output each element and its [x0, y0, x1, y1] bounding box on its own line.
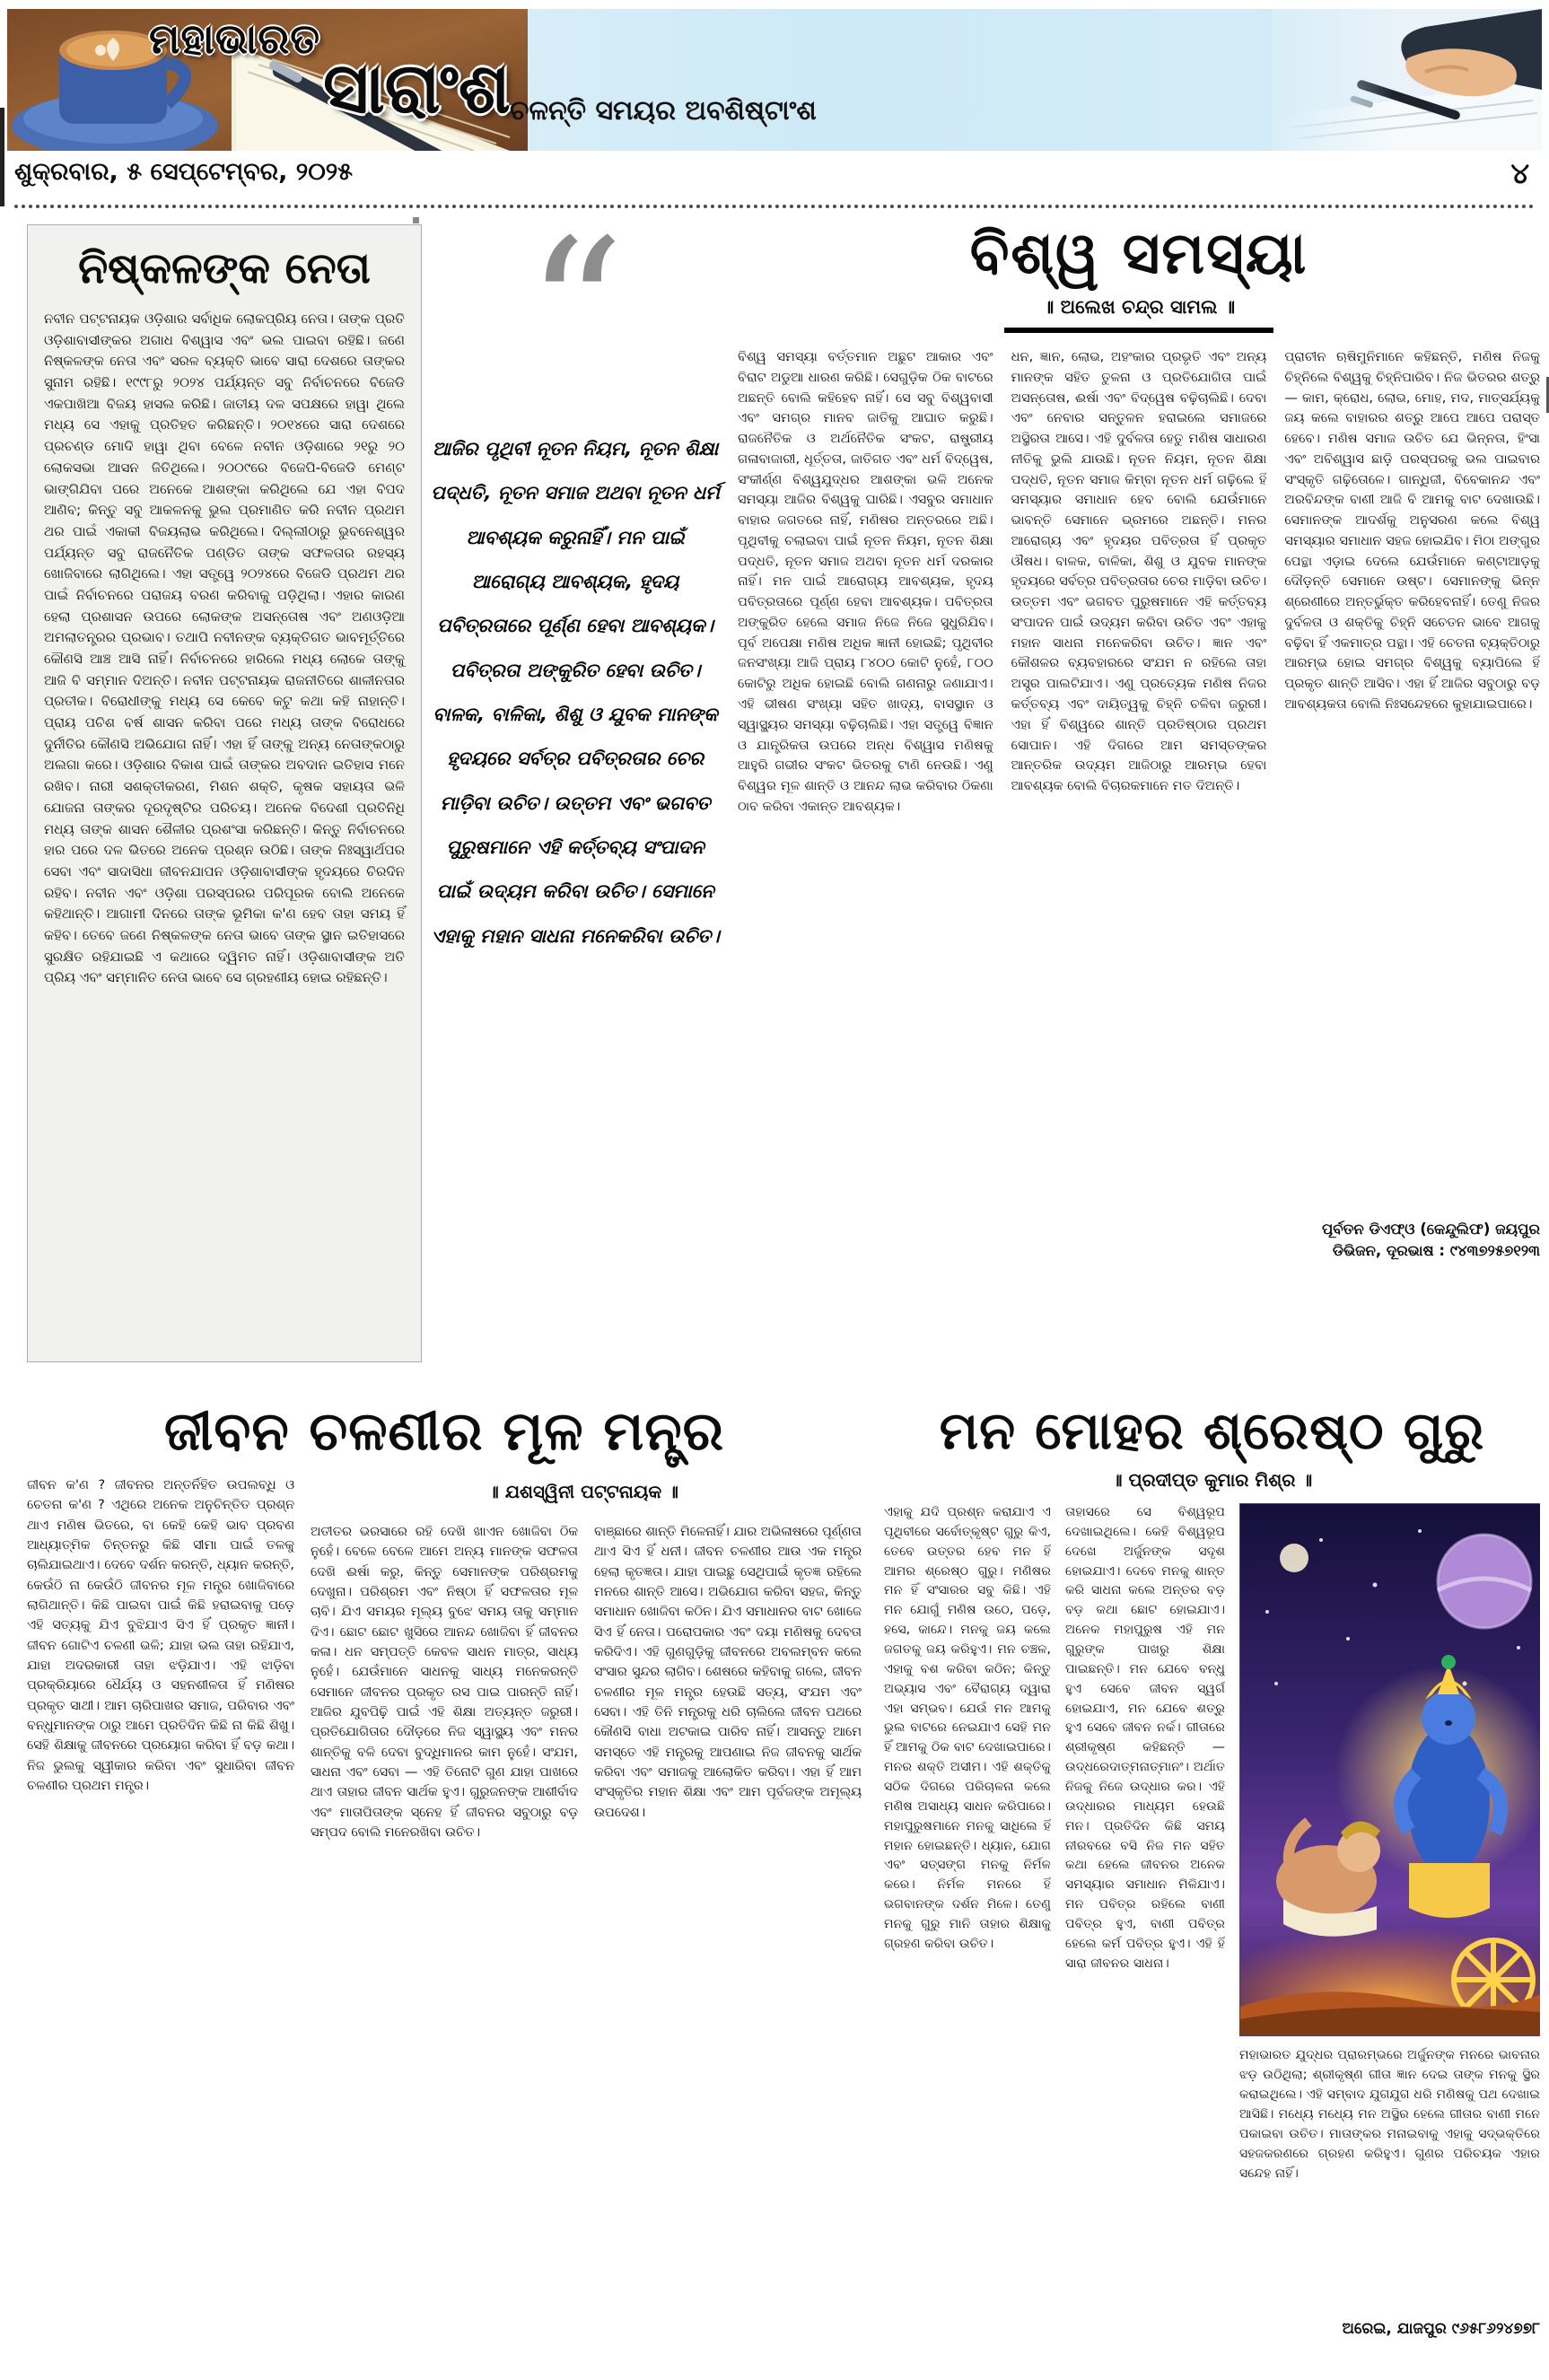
- article-byline: ॥ ଅଲେଖ ଚନ୍ଦ୍ର ସାମଲ ॥: [1042, 296, 1236, 318]
- dateline-row: [14, 158, 1535, 196]
- scan-edge-mark: [0, 108, 4, 206]
- author-credit-line2: ଡିଭିଜନ, ଦୂରଭାଷ : ୯୪୩୭୨୫୭୧୨୩: [1332, 1242, 1540, 1260]
- article-mana-mohara: [884, 1400, 1540, 2371]
- hand-writing-photo: [1273, 9, 1542, 151]
- pull-quote-text: ଆଜିର ପୃଥିବୀ ନୂତନ ନିୟମ, ନୂତନ ଶିକ୍ଷା ପଦ୍ଧତି, ନୂତନ ସମାଜ ଅଥବା ନୂତନ ଧର୍ମ ଆବଶ୍ୟକ କରୁନାହିଁ। ମନ ପାଇଁ ଆରୋଗ୍ୟ ଆବଶ୍ୟକ, ହୃଦୟ ପବିତ୍ରତାରେ ପୂର୍ଣ୍ଣ ହେବା ଆବଶ୍ୟକ। ପବିତ୍ରତା ଅଙ୍କୁରିତ ହେବା ଉଚିତ। ବାଳକ, ବାଳିକା, ଶିଶୁ ଓ ଯୁବକ ମାନଙ୍କ ହୃଦୟରେ ସର୍ବତ୍ର ପବିତ୍ରତାର ଚେର ମାଡ଼ିବା ଉଚିତ। ଉତ୍ତମ ଏବଂ ଭଗବତ ପୁରୁଷମାନେ ଏହି କର୍ତ୍ତବ୍ୟ ସଂପାଦନ ପାଇଁ ଉଦ୍ୟମ କରିବା ଉଚିତ। ସେମାନେ ଏହାକୁ ମହାନ ସାଧନା ମନେକରିବା ଉଚିତ।: [431, 438, 720, 947]
- pull-quote-block: [431, 197, 720, 958]
- krishna-arjuna-gita-image: [1239, 1503, 1540, 2036]
- masthead-subtitle: ଚଳନ୍ତି ସମୟର ଅବଶିଷ୍ଟାଂଶ: [510, 95, 817, 127]
- masthead-top-title: ମହାଭାରତ: [149, 14, 321, 63]
- article-columns: [27, 1475, 862, 2350]
- article-headline: ବିଶ୍ୱ ସମସ୍ୟା: [969, 221, 1308, 287]
- article-headline: ମନ ମୋହର ଶ୍ରେଷ୍ଠ ଗୁରୁ: [939, 1400, 1485, 1461]
- text-column-3: [1284, 347, 1540, 1263]
- header-divider: [14, 205, 1535, 208]
- article-nishkalanka-neta: [27, 224, 422, 1362]
- image-caption-text: ମହାଭାରତ ଯୁଦ୍ଧର ପ୍ରାରମ୍ଭରେ ଅର୍ଜୁନଙ୍କ ମନରେ ଭାବନାର ଝଡ଼ ଉଠିଥିଲା; ଶ୍ରୀକୃଷ୍ଣ ଗୀତା ଜ୍ଞାନ ଦେଇ ତାଙ୍କ ମନକୁ ସ୍ଥିର କରାଇଥିଲେ। ଏହି ସମ୍ବାଦ ଯୁଗଯୁଗ ଧରି ମଣିଷକୁ ପଥ ଦେଖାଇ ଆସିଛି। ମଧ୍ୟେ ମଧ୍ୟେ ମନ ଅସ୍ଥିର ହେଲେ ଗୀତାର ବାଣୀ ମନେ ପକାଇବା ଉଚିତ। ମାତାଙ୍କର ମନାଇବାକୁ ଏହାକୁ ସଦ୍‌ଭକ୍ତିରେ ସହଜକରଣରେ ଗ୍ରହଣ କରିହୁଏ। ଗୁଣର ପରିଚୟକ ଏହାର ସନ୍ଦେହ ନାହିଁ।: [1239, 2048, 1540, 2181]
- article-columns: [884, 1503, 1540, 2338]
- text-column-1: ଜୀବନ କ'ଣ ? ଜୀବନର ଅନ୍ତର୍ନିହିତ ଉପଲବ୍ଧି ଓ ଚେତନା କ'ଣ ? ଏଥିରେ ଅନେକ ଅନୁଚିନ୍ତିତ ପ୍ରଶ୍ନ ଥାଏ ମଣିଷ ଭିତରେ, ବା କେହି କେହି ଭାବ ପ୍ରବଣ ଆଧ୍ୟାତ୍ମିକ ଚିନ୍ତନରୁ କିଛି ସୀମା ପାଇଁ ତଳକୁ ଚାଲିଯାଇଥାଏ। ଦେବେ ଦର୍ଶନ କରନ୍ତି, ଧ୍ୟାନ କରନ୍ତି, କେଉଁଠି ନା କେଉଁଠି ଜୀବନର ମୂଳ ମନ୍ତ୍ର ଖୋଜିବାରେ ଲାଗିଥାନ୍ତି। କିଛି ପାଇବା ପାଇଁ କିଛି ହରାଇବାକୁ ପଡ଼େ ଏହି ସତ୍ୟକୁ ଯିଏ ବୁଝିଯାଏ ସିଏ ହିଁ ପ୍ରକୃତ ଜ୍ଞାନୀ। ଜୀବନ ଗୋଟିଏ ଚଳଣୀ ଭଳି; ଯାହା ଭଲ ତାହା ରହିଯାଏ, ଯାହା ଅଦରକାରୀ ତାହା ଝଡ଼ିଯାଏ। ଏହି ଝାଡ଼ିବା ପ୍ରକ୍ରିୟାରେ ଧୈର୍ଯ୍ୟ ଓ ସହନଶୀଳତା ହିଁ ମଣିଷର ପ୍ରକୃତ ସାଥୀ। ଆମ ଚାରିପାଖର ସମାଜ, ପରିବାର ଏବଂ ବନ୍ଧୁମାନଙ୍କ ଠାରୁ ଆମେ ପ୍ରତିଦିନ କିଛି ନା କିଛି ଶିଖୁ। ସେହି ଶିକ୍ଷାକୁ ଜୀବନରେ ପ୍ରୟୋଗ କରିବା ହିଁ ବଡ଼ କଥା। ନିଜ ଭୁଲକୁ ସ୍ୱୀକାର କରିବା ଏବଂ ସୁଧାରିବା ଜୀବନ ଚଳଣୀର ପ୍ରଥମ ମନ୍ତ୍ର।: [27, 1478, 294, 1793]
- article-columns: [738, 347, 1540, 1263]
- article-byline: ॥ ପ୍ରଦୀପ୍ତ କୁମାର ମିଶ୍ର ॥: [1111, 1469, 1313, 1491]
- byline-underline: [1004, 328, 1273, 333]
- article-jeebana-chalani: [27, 1400, 862, 2367]
- author-credit-line1: ପୂର୍ବତନ ଡିଏଫ୍ଓ (କେନ୍ଦୁଲିଫ) ଜୟପୁର: [1321, 1220, 1540, 1238]
- text-column-2: ଧନ, ଜ୍ଞାନ, ଲୋଭ, ଅହଂକାର ପ୍ରଭୃତି ଏବଂ ଅନ୍ୟ ମାନଙ୍କ ସହିତ ତୁଳନା ଓ ପ୍ରତିଯୋଗିତା ପାଇଁ ଅସନ୍ତୋଷ, ଈର୍ଷା ଏବଂ ବିଦ୍ୱେଷ ବଢ଼ିଚାଲିଛି। ଦେବା ଏବଂ ନେବାର ସନ୍ତୁଳନ ହରାଇଲେ ସମାଜରେ ଅସ୍ଥିରତା ଆସେ। ଏହି ଦୁର୍ବଳତା ହେତୁ ମଣିଷ ସାଧାରଣ ନୀତିକୁ ଭୁଲି ଯାଉଛି। ନୂତନ ନିୟମ, ନୂତନ ଶିକ୍ଷା ପଦ୍ଧତି, ନୂତନ ସମାଜ କିମ୍ବା ନୂତନ ଧର୍ମ ଗଢ଼ିଲେ ହିଁ ସମସ୍ୟାର ସମାଧାନ ହେବ ବୋଲି ଯେଉଁମାନେ ଭାବନ୍ତି ସେମାନେ ଭ୍ରମରେ ଅଛନ୍ତି। ମନର ଆରୋଗ୍ୟ ଏବଂ ହୃଦୟର ପବିତ୍ରତା ହିଁ ପ୍ରକୃତ ଔଷଧ। ବାଳକ, ବାଳିକା, ଶିଶୁ ଓ ଯୁବକ ମାନଙ୍କ ହୃଦୟରେ ସର୍ବତ୍ର ପବିତ୍ରତାର ଚେର ମାଡ଼ିବା ଉଚିତ। ଉତ୍ତମ ଏବଂ ଭଗବତ ପୁରୁଷମାନେ ଏହି କର୍ତ୍ତବ୍ୟ ସଂପାଦନ ପାଇଁ ଉଦ୍ୟମ କରିବା ଉଚିତ ଏବଂ ଏହାକୁ ମହାନ ସାଧନା ମନେକରିବା ଉଚିତ। ଜ୍ଞାନ ଏବଂ କୌଶଳର ବ୍ୟବହାରରେ ସଂଯମ ନ ରହିଲେ ତାହା ଅସ୍ତ୍ର ପାଲଟିଯାଏ। ଏଣୁ ପ୍ରତ୍ୟେକ ମଣିଷ ନିଜର କର୍ତ୍ତବ୍ୟ ଏବଂ ଦାୟିତ୍ୱକୁ ଚିହ୍ନି ଚଳିବା ଜରୁରୀ। ଏହା ହିଁ ବିଶ୍ୱରେ ଶାନ୍ତି ପ୍ରତିଷ୍ଠାର ପ୍ରଥମ ସୋପାନ। ଏହି ଦିଗରେ ଆମ ସମସ୍ତଙ୍କର ଆନ୍ତରିକ ଉଦ୍ୟମ ଆଜିଠାରୁ ଆରମ୍ଭ ହେବା ଆବଶ୍ୟକ ବୋଲି ବିଚାରକମାନେ ମତ ଦିଅନ୍ତି।: [1011, 349, 1267, 794]
- article-headline: ଜୀବନ ଚଳଣୀର ମୂଳ ମନ୍ତ୍ର: [163, 1400, 725, 1463]
- article-body-area: [27, 1475, 862, 2350]
- author-credit: [1284, 1219, 1540, 1264]
- masthead-title: ସାରାଂଶ: [323, 48, 511, 129]
- article-byline: ॥ ଯଶସ୍ୱିନୀ ପଟ୍ଟନାୟକ ॥: [488, 1481, 678, 1502]
- author-credit: ଅରେଇ, ଯାଜପୁର ୯୬୫୮୬୨୪୭୭୮: [1342, 2320, 1540, 2338]
- quote-icon: “: [526, 197, 625, 423]
- edition-date: ଶୁକ୍ରବାର, ୫ ସେପ୍ଟେମ୍ବର, ୨୦୨୫: [14, 158, 354, 186]
- text-column-1: ବିଶ୍ୱ ସମସ୍ୟା ବର୍ତ୍ତମାନ ଅଛୁଟ ଆକାର ଏବଂ ବିରାଟ ଅଡୁଆ ଧାରଣ କରିଛି। ସେଗୁଡ଼ିକ ଠିକ ବାଟରେ ଅଛନ୍ତି ବୋଲି କହିହେବ ନାହିଁ। ସେ ସବୁ ବିଶ୍ୱବାସୀ ଏବଂ ସମଗ୍ର ମାନବ ଜାତିକୁ ଆଘାତ କରୁଛି। ରାଜନୈତିକ ଓ ଅର୍ଥନୈତିକ ସଂକଟ, ରାଷ୍ଟ୍ରୀୟ ଗଳାବାଜାରୀ, ଧୂର୍ତ୍ତତା, ଜାତିଗତ ଏବଂ ଧର୍ମ ବିଦ୍ୱେଷ, ସଂକୀର୍ଣ୍ଣ ବିଶ୍ୱଯୁଦ୍ଧର ଆଶଙ୍କା ଭଳି ଅନେକ ସମସ୍ୟା ଆଜିର ବିଶ୍ୱକୁ ଘାରିଛି। ଏସବୁର ସମାଧାନ ବାହାର ଜଗତରେ ନାହିଁ, ମଣିଷର ଅନ୍ତରରେ ଅଛି। ପୃଥିବୀକୁ ଚଲାଇବା ପାଇଁ ନୂତନ ନିୟମ, ନୂତନ ଶିକ୍ଷା ପଦ୍ଧତି, ନୂତନ ସମାଜ ଅଥବା ନୂତନ ଧର୍ମ ଦରକାର ନାହିଁ। ମନ ପାଇଁ ଆରୋଗ୍ୟ ଆବଶ୍ୟକ, ହୃଦୟ ପବିତ୍ରତାରେ ପୂର୍ଣ୍ଣ ହେବା ଆବଶ୍ୟକ। ପବିତ୍ରତା ଅଙ୍କୁରିତ ହେଲେ ସମାଜ ନିଜେ ନିଜେ ସୁଧୁରିଯିବ। ପୂର୍ବ ଅପେକ୍ଷା ମଣିଷ ଅଧିକ ଜ୍ଞାନୀ ହୋଇଛି; ପୃଥିବୀର ଜନସଂଖ୍ୟା ଆଜି ପ୍ରାୟ ୮୪୦୦ କୋଟି ନୁହେଁ, ୮୦୦ କୋଟିରୁ ଅଧିକ ହୋଇଛି ବୋଲି ଗଣନାରୁ ଜଣାଯାଏ। ଏହି ଭୀଷଣ ସଂଖ୍ୟା ସହିତ ଖାଦ୍ୟ, ବାସସ୍ଥାନ ଓ ସ୍ୱାସ୍ଥ୍ୟର ସମସ୍ୟା ବଢ଼ିଚାଲିଛି। ଏହା ସତ୍ତ୍ୱେ ବିଜ୍ଞାନ ଓ ଯାନ୍ତ୍ରିକତା ଉପରେ ଅନ୍ଧ ବିଶ୍ୱାସ ମଣିଷକୁ ଆହୁରି ଗଭୀର ସଂକଟ ଭିତରକୁ ଟାଣି ନେଉଛି। ଏଣୁ ବିଶ୍ୱର ମୂଳ ଶାନ୍ତି ଓ ଆନନ୍ଦ ଲାଭ କରିବାର ଠିକଣା ଠାବ କରିବା ଏକାନ୍ତ ଆବଶ୍ୟକ।: [738, 349, 993, 814]
- text-column-3: ବାଞ୍ଛାରେ ଶାନ୍ତି ମିଳେନାହିଁ। ଯାର ଅଭିଳାଷରେ ପୂର୍ଣ୍ଣତା ଥାଏ ସିଏ ହିଁ ଧନୀ। ଜୀବନ ଚଳଣୀର ଆଉ ଏକ ମନ୍ତ୍ର ହେଲା କୃତଜ୍ଞତା। ଯାହା ପାଇଛୁ ସେଥିପାଇଁ କୃତଜ୍ଞ ରହିଲେ ମନରେ ଶାନ୍ତି ଆସେ। ଅଭିଯୋଗ କରିବା ସହଜ, କିନ୍ତୁ ସମାଧାନ ଖୋଜିବା କଠିନ। ଯିଏ ସମାଧାନର ବାଟ ଖୋଜେ ସିଏ ହିଁ ନେତା। ପରୋପକାର ଏବଂ ଦୟା ମଣିଷକୁ ଦେବତା କରିଦିଏ। ଏହି ଗୁଣଗୁଡ଼ିକୁ ଜୀବନରେ ଅବଲମ୍ବନ କଲେ ସଂସାର ସୁନ୍ଦର ଲାଗିବ। ଶେଷରେ କହିବାକୁ ଗଲେ, ଜୀବନ ଚଳଣୀର ମୂଳ ମନ୍ତ୍ର ହେଉଛି ସତ୍ୟ, ସଂଯମ ଏବଂ ସେବା। ଏହି ତିନି ମନ୍ତ୍ରକୁ ଧରି ଚାଲିଲେ ଜୀବନ ପଥରେ କୌଣସି ବାଧା ଅଟକାଇ ପାରିବ ନାହିଁ। ଆସନ୍ତୁ ଆମେ ସମସ୍ତେ ଏହି ମନ୍ତ୍ରକୁ ଆପଣାଇ ନିଜ ଜୀବନକୁ ସାର୍ଥକ କରିବା ଏବଂ ସମାଜକୁ ଆଲୋକିତ କରିବା। ଏହା ହିଁ ଆମ ସଂସ୍କୃତିର ମହାନ ଶିକ୍ଷା ଏବଂ ଆମ ପୂର୍ବଜଙ୍କ ଅମୂଲ୍ୟ ଉପଦେଶ।: [594, 1525, 862, 1820]
- text-column-2: ଅତୀତର ଭରସାରେ ରହି ଦେଖି ଖାଏନ ଖୋଜିବା ଠିକ ନୁହେଁ। ବେଳେ ବେଳେ ଆମେ ଅନ୍ୟ ମାନଙ୍କ ସଫଳତା ଦେଖି ଈର୍ଷା କରୁ, କିନ୍ତୁ ସେମାନଙ୍କ ପରିଶ୍ରମକୁ ଦେଖୁନା। ପରିଶ୍ରମ ଏବଂ ନିଷ୍ଠା ହିଁ ସଫଳତାର ମୂଳ ଚାବି। ଯିଏ ସମୟର ମୂଲ୍ୟ ବୁଝେ ସମୟ ତାକୁ ସମ୍ମାନ ଦିଏ। ଛୋଟ ଛୋଟ ଖୁସିରେ ଆନନ୍ଦ ଖୋଜିବା ହିଁ ଜୀବନର କଳା। ଧନ ସମ୍ପତ୍ତି କେବଳ ସାଧନ ମାତ୍ର, ସାଧ୍ୟ ନୁହେଁ। ଯେଉଁମାନେ ସାଧନକୁ ସାଧ୍ୟ ମନେକରନ୍ତି ସେମାନେ ଜୀବନର ପ୍ରକୃତ ରସ ପାଇ ପାରନ୍ତି ନାହିଁ। ଆଜିର ଯୁବପିଢ଼ି ପାଇଁ ଏହି ଶିକ୍ଷା ଅତ୍ୟନ୍ତ ଜରୁରୀ। ପ୍ରତିଯୋଗିତାର ଦୌଡ଼ରେ ନିଜ ସ୍ୱାସ୍ଥ୍ୟ ଏବଂ ମନର ଶାନ୍ତିକୁ ବଳି ଦେବା ବୁଦ୍ଧିମାନର କାମ ନୁହେଁ। ସଂଯମ, ସାଧନା ଏବଂ ସେବା — ଏହି ତିନୋଟି ଗୁଣ ଯାହା ପାଖରେ ଥାଏ ତାହାର ଜୀବନ ସାର୍ଥକ ହୁଏ। ଗୁରୁଜନଙ୍କ ଆଶୀର୍ବାଦ ଏବଂ ମାତାପିତାଙ୍କ ସ୍ନେହ ହିଁ ଜୀବନର ସବୁଠାରୁ ବଡ଼ ସମ୍ପଦ ବୋଲି ମନେରଖିବା ଉଚିତ।: [311, 1525, 578, 1840]
- image-column: [1239, 1503, 1540, 2338]
- print-registration-mark: [413, 217, 419, 223]
- column-text: ପ୍ରାଚୀନ ଋଷିମୁନିମାନେ କହିଛନ୍ତି, ମଣିଷ ନିଜକୁ ଚିହ୍ନିଲେ ବିଶ୍ୱକୁ ଚିହ୍ନିପାରିବ। ନିଜ ଭିତରର ଶତ୍ରୁ — କାମ, କ୍ରୋଧ, ଲୋଭ, ମୋହ, ମଦ, ମାତ୍ସର୍ଯ୍ୟକୁ ଜୟ କଲେ ବାହାରର ଶତ୍ରୁ ଆପେ ଆପେ ପରାସ୍ତ ହେବେ। ମଣିଷ ସମାଜ ଉଚିତ ଯେ ଭିନ୍ନତା, ହିଂସା ଏବଂ ଅବିଶ୍ୱାସ ଛାଡ଼ି ପରସ୍ପରକୁ ଭଲ ପାଇବାର ସଂସ୍କୃତି ଗଢ଼ିତୋଳେ। ଗାନ୍ଧିଜୀ, ବିବେକାନନ୍ଦ ଏବଂ ଅରବିନ୍ଦଙ୍କ ବାଣୀ ଆଜି ବି ଆମକୁ ବାଟ ଦେଖାଉଛି। ସେମାନଙ୍କ ଆଦର୍ଶକୁ ଅନୁସରଣ କଲେ ବିଶ୍ୱ ସମସ୍ୟାର ସମାଧାନ ସହଜ ହୋଇଯିବ। ମିଠା ଅଙ୍ଗୁର ପେନ୍ଥା ଏଡ଼ାଇ ଦେଲେ ଯେଉଁମାନେ କଣ୍ଟାଆଡ଼କୁ ଦୌଡ଼ନ୍ତି ସେମାନେ ଉଷ୍ଟ। ସେମାନଙ୍କୁ ଭିନ୍ନ ଶ୍ରେଣୀରେ ଅନ୍ତର୍ଭୁକ୍ତ କରିହେବନାହିଁ। ତେଣୁ ନିଜର ଦୁର୍ବଳତା ଓ ଶକ୍ତିକୁ ଚିହ୍ନି ସଚେତନ ଭାବେ ଆଗକୁ ବଢ଼ିବା ହିଁ ଏକମାତ୍ର ପନ୍ଥା। ଏହି ଚେତନା ବ୍ୟକ୍ତିଠାରୁ ଆରମ୍ଭ ହୋଇ ସମଗ୍ର ବିଶ୍ୱକୁ ବ୍ୟାପିଲେ ହିଁ ପ୍ରକୃତ ଶାନ୍ତି ଆସିବ। ଏହା ହିଁ ଆଜିର ସବୁଠାରୁ ବଡ଼ ଆବଶ୍ୟକତା ବୋଲି ନିଃସନ୍ଦେହରେ କୁହାଯାଇପାରେ।: [1284, 349, 1540, 713]
- article-body: ନବୀନ ପଟ୍ଟନାୟକ ଓଡ଼ିଶାର ସର୍ବାଧିକ ଲୋକପ୍ରିୟ ନେତା। ତାଙ୍କ ପ୍ରତି ଓଡ଼ିଶାବାସୀଙ୍କର ଅଗାଧ ବିଶ୍ୱାସ ଏବଂ ଭଲ ପାଇବା ରହିଛି। ଜଣେ ନିଷ୍କଳଙ୍କ ନେତା ଏବଂ ସରଳ ବ୍ୟକ୍ତି ଭାବେ ସାରା ଦେଶରେ ତାଙ୍କର ସୁନାମ ରହିଛି। ୧୯୯୮ରୁ ୨୦୨୪ ପର୍ଯ୍ୟନ୍ତ ସବୁ ନିର୍ବାଚନରେ ବିଜେଡି ଏକପାଖିଆ ବିଜୟ ହାସଲ କରିଛି। ଜାତୀୟ ଦଳ ସପକ୍ଷରେ ହାୱା ଥିଲେ ମଧ୍ୟ ସେ ଏହାକୁ ପ୍ରତିହତ କରିଛନ୍ତି। ୨୦୧୪ରେ ସାରା ଦେଶରେ ପ୍ରଚଣ୍ଡ ମୋଦି ହାୱା ଥିବା ବେଳେ ନବୀନ ଓଡ଼ିଶାରେ ୨୧ରୁ ୨୦ ଲୋକସଭା ଆସନ ଜିତିଥିଲେ। ୨୦୦୯ରେ ବିଜେପି-ବିଜେଡି ମେଣ୍ଟ ଭାଙ୍ଗିଯିବା ପରେ ଅନେକେ ଆଶଙ୍କା କରିଥିଲେ ଯେ ଏହା ବିପଦ ଆଣିବ; କିନ୍ତୁ ସବୁ ଆକଳନକୁ ଭୁଲ ପ୍ରମାଣିତ କରି ନବୀନ ପ୍ରଥମ ଥର ପାଇଁ ଏକାକୀ ବିଜୟଲାଭ କରିଥିଲେ। ଦିଲ୍ଲୀଠାରୁ ଭୁବନେଶ୍ୱର ପର୍ଯ୍ୟନ୍ତ ସବୁ ରାଜନୈତିକ ପଣ୍ଡିତ ତାଙ୍କ ସଫଳତାର ରହସ୍ୟ ଖୋଜିବାରେ ଲାଗିଥିଲେ। ଏହା ସତ୍ତ୍ୱେ ୨୦୨୪ରେ ବିଜେଡି ପ୍ରଥମ ଥର ପାଇଁ ନିର୍ବାଚନରେ ପରାଜୟ ବରଣ କରିବାକୁ ପଡ଼ିଥିଲା। ଏହାର କାରଣ ହେଲା ପ୍ରଶାସନ ଉପରେ ଲୋକଙ୍କ ଅସନ୍ତୋଷ ଏବଂ ଅଣଓଡ଼ିଆ ଅମଲାତନ୍ତ୍ରର ପ୍ରଭାବ। ତଥାପି ନବୀନଙ୍କ ବ୍ୟକ୍ତିଗତ ଭାବମୂର୍ତ୍ତିରେ କୌଣସି ଆଞ୍ଚ ଆସି ନାହିଁ। ନିର୍ବାଚନରେ ହାରିଲେ ମଧ୍ୟ ଲୋକେ ତାଙ୍କୁ ଆଜି ବି ସମ୍ମାନ ଦିଅନ୍ତି। ନବୀନ ପଟ୍ଟନାୟକ ରାଜନୀତିରେ ଶାଳୀନତାର ପ୍ରତୀକ। ବିରୋଧୀଙ୍କୁ ମଧ୍ୟ ସେ କେବେ କଟୁ କଥା କହି ନାହାନ୍ତି। ପ୍ରାୟ ପଚିଶ ବର୍ଷ ଶାସନ କରିବା ପରେ ମଧ୍ୟ ତାଙ୍କ ବିରୋଧରେ ଦୁର୍ନୀତିର କୌଣସି ଅଭିଯୋଗ ନାହିଁ। ଏହା ହିଁ ତାଙ୍କୁ ଅନ୍ୟ ନେତାଙ୍କଠାରୁ ଅଲଗା କରେ। ଓଡ଼ିଶାର ବିକାଶ ପାଇଁ ତାଙ୍କର ଅବଦାନ ଇତିହାସ ମନେ ରଖିବ। ନାରୀ ସଶକ୍ତୀକରଣ, ମିଶନ ଶକ୍ତି, କୃଷକ ସହାୟତା ଭଳି ଯୋଜନା ତାଙ୍କର ଦୂରଦୃଷ୍ଟିର ପରିଚୟ। ଅନେକ ବିଦେଶୀ ପ୍ରତିନିଧି ମଧ୍ୟ ତାଙ୍କ ଶାସନ ଶୈଳୀର ପ୍ରଶଂସା କରିଛନ୍ତି। କିନ୍ତୁ ନିର୍ବାଚନରେ ହାର ପରେ ଦଳ ଭିତରେ ଅନେକ ପ୍ରଶ୍ନ ଉଠିଛି। ତାଙ୍କ ନିଃସ୍ୱାର୍ଥପର ସେବା ଏବଂ ସାଦାସିଧା ଜୀବନଯାପନ ଓଡ଼ିଶାବାସୀଙ୍କ ହୃଦୟରେ ଚିରଦିନ ରହିବ। ନବୀନ ଏବଂ ଓଡ଼ିଶା ପରସ୍ପରର ପରିପୂରକ ବୋଲି ଅନେକେ କହିଥାନ୍ତି। ଆଗାମୀ ଦିନରେ ତାଙ୍କ ଭୂମିକା କ'ଣ ହେବ ତାହା ସମୟ ହିଁ କହିବ। ତେବେ ଜଣେ ନିଷ୍କଳଙ୍କ ନେତା ଭାବେ ତାଙ୍କ ସ୍ଥାନ ଇତିହାସରେ ସୁରକ୍ଷିତ ରହିଯାଇଛି ଏ କଥାରେ ଦ୍ୱିମତ ନାହିଁ। ଓଡ଼ିଶାବାସୀଙ୍କ ଅତି ପ୍ରିୟ ଏବଂ ସମ୍ମାନିତ ନେତା ଭାବେ ସେ ଗ୍ରହଣୀୟ ହୋଇ ରହିଛନ୍ତି।: [44, 311, 405, 986]
- article-headline: ନିଷ୍କଳଙ୍କ ନେତା: [78, 243, 371, 293]
- masthead-banner: [7, 9, 1542, 151]
- text-column-1: ଏହାକୁ ଯଦି ପ୍ରଶ୍ନ କରାଯାଏ ଏ ପୃଥିବୀରେ ସର୍ବୋତ୍କୃଷ୍ଟ ଗୁରୁ କିଏ, ତେବେ ଉତ୍ତର ହେବ ମନ ହିଁ ଆମର ଶ୍ରେଷ୍ଠ ଗୁରୁ। ମଣିଷର ମନ ହିଁ ସଂସାରର ସବୁ କିଛି। ଏହି ମନ ଯୋଗୁଁ ମଣିଷ ଉଠେ, ପଡ଼େ, ହସେ, କାନ୍ଦେ। ମନକୁ ଜୟ କଲେ ଜଗତକୁ ଜୟ କରିହୁଏ। ମନ ଚଞ୍ଚଳ, ଏହାକୁ ବଶ କରିବା କଠିନ; କିନ୍ତୁ ଅଭ୍ୟାସ ଏବଂ ବୈରାଗ୍ୟ ଦ୍ୱାରା ଏହା ସମ୍ଭବ। ଯେଉଁ ମନ ଆମକୁ ଭୁଲ ବାଟରେ ନେଇଯାଏ ସେହି ମନ ହିଁ ଆମକୁ ଠିକ ବାଟ ଦେଖାଇପାରେ। ମନର ଶକ୍ତି ଅସୀମ। ଏହି ଶକ୍ତିକୁ ସଠିକ ଦିଗରେ ପରିଚାଳନା କଲେ ମଣିଷ ଅସାଧ୍ୟ ସାଧନ କରିପାରେ। ମହାପୁରୁଷମାନେ ମନକୁ ସାଧିଲେ ହିଁ ମହାନ ହୋଇଛନ୍ତି। ଧ୍ୟାନ, ଯୋଗ ଏବଂ ସତ୍ସଙ୍ଗ ମନକୁ ନିର୍ମଳ କରେ। ନିର୍ମଳ ମନରେ ହିଁ ଭଗବାନଙ୍କ ଦର୍ଶନ ମିଳେ। ତେଣୁ ମନକୁ ଗୁରୁ ମାନି ତାହାର ଶିକ୍ଷାକୁ ଗ୍ରହଣ କରିବା ଉଚିତ।: [884, 1505, 1051, 1951]
- text-column-2: ତାହାସରେ ସେ ବିଶ୍ୱରୂପ ଦେଖାଇଥିଲେ। କେହି ବିଶ୍ୱରୂପ ଦେଖେ ଅର୍ଜୁନଙ୍କ ସଦୃଶ ହୋଇଯାଏ। ଦେବେ ମନକୁ ଶାନ୍ତ କରି ସାଧନା କଲେ ଅନ୍ତର ବଡ଼ ବଡ଼ କଥା ଛୋଟ ହୋଇଯାଏ। ଅନେକ ମହାପୁରୁଷ ଏହି ମନ ଗୁରୁଙ୍କ ପାଖରୁ ଶିକ୍ଷା ପାଇଛନ୍ତି। ମନ ଯେବେ ବନ୍ଧୁ ହୁଏ ସେବେ ଜୀବନ ସ୍ୱର୍ଗ ହୋଇଯାଏ, ମନ ଯେବେ ଶତ୍ରୁ ହୁଏ ସେବେ ଜୀବନ ନର୍କ। ଗୀତାରେ ଶ୍ରୀକୃଷ୍ଣ କହିଛନ୍ତି — ଉଦ୍ଧରେଦାତ୍ମନାତ୍ମାନଂ। ଅର୍ଥାତ ନିଜକୁ ନିଜେ ଉଦ୍ଧାର କର। ଏହି ଉଦ୍ଧାରର ମାଧ୍ୟମ ହେଉଛି ମନ। ପ୍ରତିଦିନ କିଛି ସମୟ ନୀରବରେ ବସି ନିଜ ମନ ସହିତ କଥା ହେଲେ ଜୀବନର ଅନେକ ସମସ୍ୟାର ସମାଧାନ ମିଳିଯାଏ। ମନ ପବିତ୍ର ରହିଲେ ବାଣୀ ପବିତ୍ର ହୁଏ, ବାଣୀ ପବିତ୍ର ହେଲେ କର୍ମ ପବିତ୍ର ହୁଏ। ଏହି ହିଁ ସାରା ଜୀବନର ସାଧନା।: [1065, 1505, 1225, 1971]
- page-number: ୪: [1510, 156, 1529, 190]
- article-vishwa-samasya: [738, 221, 1540, 1378]
